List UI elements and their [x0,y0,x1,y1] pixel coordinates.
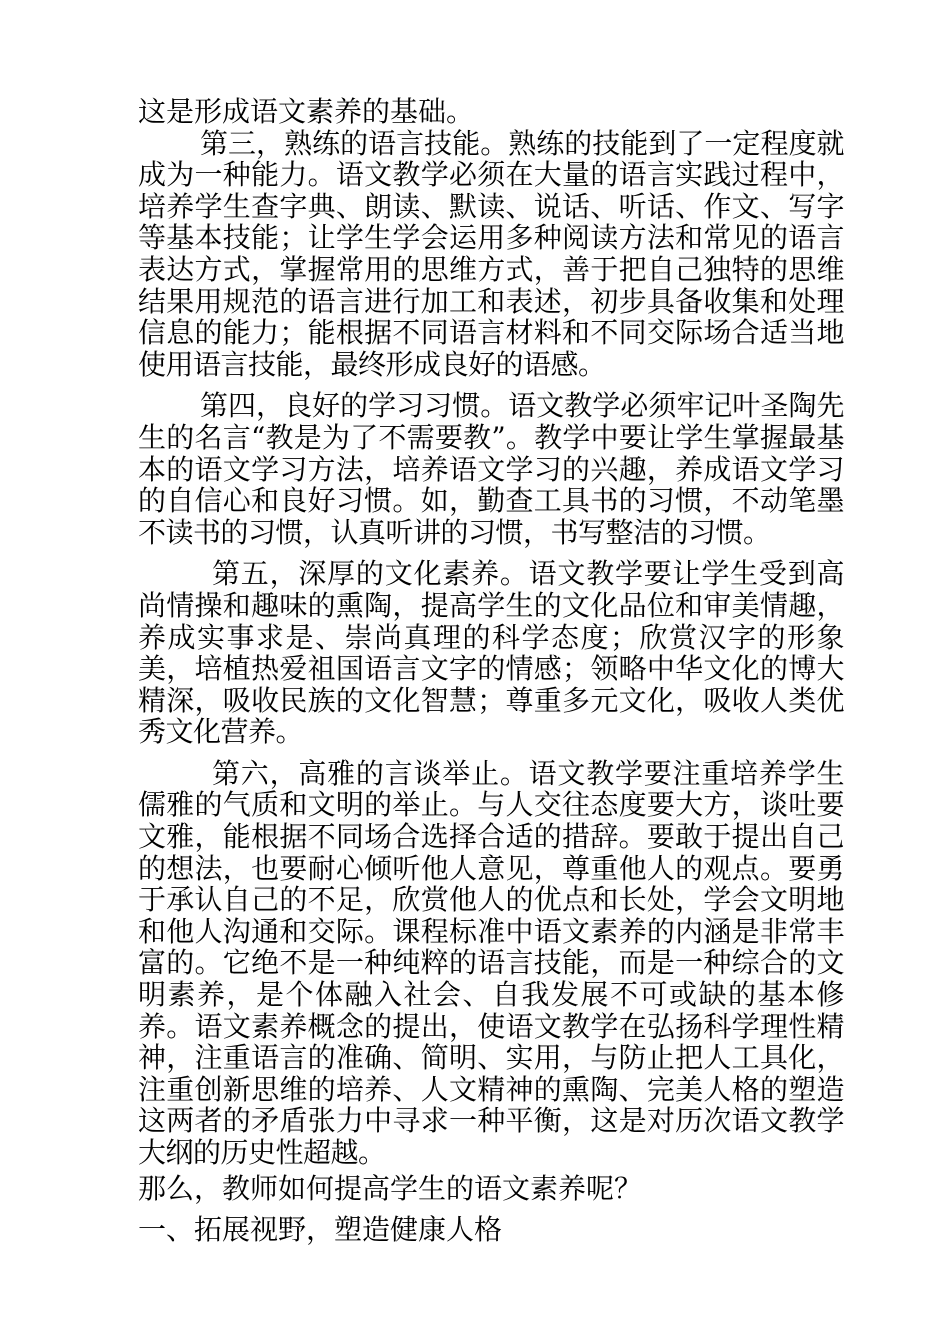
paragraph-fourth-habits: 第四，良好的学习习惯。语文教学必须牢记叶圣陶先生的名言“教是为了不需要教”。教学中要让学生掌握最基本的语文学习方法，培养语文学习的兴趣，养成语文学习的自信心和良好习惯。如，勤查工具书的习惯，不动笔墨不读书的习惯，认真听讲的习惯，书写整洁的习惯。 [138,389,844,549]
intro-line: 这是形成语文素养的基础。 [138,95,475,128]
section-heading: 一、拓展视野，塑造健康人格 [138,1213,503,1247]
paragraph-sixth-manners: 第六，高雅的言谈举止。语文教学要注重培养学生儒雅的气质和文明的举止。与人交往态度要大方，谈吐要文雅，能根据不同场合选择合适的措辞。要敢于提出自己的想法，也要耐心倾听他人意见，尊重他人的观点。要勇于承认自己的不足，欣赏他人的优点和长处，学会文明地和他人沟通和交际。课程标准中语文素养的内涵是非常丰富的。它绝不是一种纯粹的语言技能，而是一种综合的文明素养，是个体融入社会、自我发展不可或缺的基本修养。语文素养概念的提出，使语文教学在弘扬科学理性精神，注重语言的准确、简明、实用，与防止把人工具化，注重创新思维的培养、人文精神的熏陶、完美人格的塑造这两者的矛盾张力中寻求一种平衡，这是对历次语文教学大纲的历史性超越。 [138,756,844,1169]
question-line: 那么，教师如何提高学生的语文素养呢？ [138,1171,643,1205]
paragraph-fifth-culture: 第五，深厚的文化素养。语文教学要让学生受到高尚情操和趣味的熏陶，提高学生的文化品位和审美情趣，养成实事求是、崇尚真理的科学态度；欣赏汉字的形象美，培植热爱祖国语言文字的情感；领略中华文化的博大精深，吸收民族的文化智慧；尊重多元文化，吸收人类优秀文化营养。 [138,557,844,749]
document-page [138,96,844,1246]
paragraph-third-skills: 第三，熟练的语言技能。熟练的技能到了一定程度就成为一种能力。语文教学必须在大量的语言实践过程中，培养学生查字典、朗读、默读、说话、听话、作文、写字等基本技能；让学生学会运用多种阅读方法和常见的语言表达方式，掌握常用的思维方式，善于把自己独特的思维结果用规范的语言进行加工和表述，初步具备收集和处理信息的能力；能根据不同语言材料和不同交际场合适当地使用语言技能，最终形成良好的语感。 [138,126,844,381]
